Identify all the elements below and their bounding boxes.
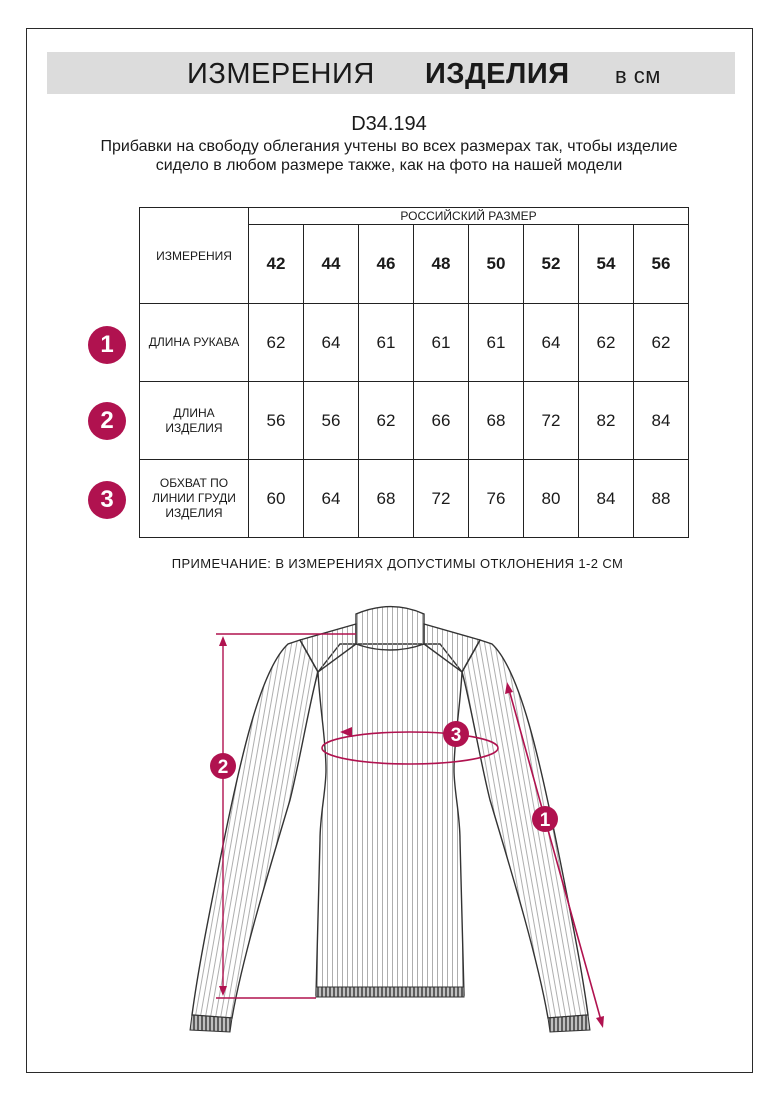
- value-cell: 72: [524, 382, 579, 460]
- fit-description: Прибавки на свободу облегания учтены во всех размерах так, чтобы изделие сидело в любом размере также, как на фото на нашей модели: [100, 138, 678, 174]
- row-number-badge: 2: [88, 402, 126, 440]
- title-banner: [47, 52, 735, 94]
- diagram-marker-1: [532, 806, 558, 832]
- right-sleeve: [462, 640, 588, 1018]
- value-cell: 72: [414, 460, 469, 538]
- size-cell: 46: [359, 225, 414, 304]
- sweater-body: [316, 644, 464, 995]
- size-cell: 44: [304, 225, 359, 304]
- size-table: [139, 207, 689, 538]
- row-number-badge: 3: [88, 481, 126, 519]
- diagram-marker-2: [210, 753, 236, 779]
- sweater-diagram: [180, 600, 650, 1050]
- measure-header: ИЗМЕРЕНИЯ: [140, 208, 249, 304]
- value-cell: 64: [304, 304, 359, 382]
- size-cell: 56: [634, 225, 689, 304]
- title-unit: в см: [615, 63, 661, 88]
- value-cell: 84: [634, 382, 689, 460]
- left-cuff: [190, 1015, 232, 1032]
- svg-text:3: 3: [450, 725, 462, 746]
- tolerance-note: ПРИМЕЧАНИЕ: В ИЗМЕРЕНИЯХ ДОПУСТИМЫ ОТКЛОНЕНИЯ 1-2 СМ: [171, 556, 624, 571]
- value-cell: 56: [249, 382, 304, 460]
- left-sleeve: [192, 640, 318, 1018]
- turtleneck-collar: [356, 607, 424, 651]
- value-cell: 64: [304, 460, 359, 538]
- value-cell: 60: [249, 460, 304, 538]
- table-row: [140, 382, 689, 460]
- size-cell: 52: [524, 225, 579, 304]
- svg-text:2: 2: [217, 757, 229, 778]
- row-number-badge: 1: [88, 326, 126, 364]
- value-cell: 68: [359, 460, 414, 538]
- title-item: ИЗДЕЛИЯ: [425, 58, 570, 90]
- value-cell: 56: [304, 382, 359, 460]
- row-label: ДЛИНА ИЗДЕЛИЯ: [140, 382, 249, 460]
- value-cell: 66: [414, 382, 469, 460]
- value-cell: 61: [359, 304, 414, 382]
- value-cell: 82: [579, 382, 634, 460]
- value-cell: 61: [414, 304, 469, 382]
- value-cell: 62: [579, 304, 634, 382]
- value-cell: 80: [524, 460, 579, 538]
- value-cell: 88: [634, 460, 689, 538]
- row-label: ДЛИНА РУКАВА: [140, 304, 249, 382]
- value-cell: 64: [524, 304, 579, 382]
- value-cell: 76: [469, 460, 524, 538]
- value-cell: 62: [249, 304, 304, 382]
- svg-text:1: 1: [539, 810, 551, 831]
- size-cell: 42: [249, 225, 304, 304]
- product-code: D34.194: [351, 113, 427, 135]
- value-cell: 62: [634, 304, 689, 382]
- right-cuff: [548, 1015, 590, 1032]
- size-cell: 54: [579, 225, 634, 304]
- diagram-marker-3: [443, 721, 469, 747]
- size-cell: 48: [414, 225, 469, 304]
- value-cell: 62: [359, 382, 414, 460]
- body-hem: [316, 987, 464, 997]
- value-cell: 61: [469, 304, 524, 382]
- size-cell: 50: [469, 225, 524, 304]
- size-group-header: РОССИЙСКИЙ РАЗМЕР: [249, 208, 689, 225]
- table-row: [140, 304, 689, 382]
- value-cell: 84: [579, 460, 634, 538]
- value-cell: 68: [469, 382, 524, 460]
- row-label: ОБХВАТ ПО ЛИНИИ ГРУДИ ИЗДЕЛИЯ: [140, 460, 249, 538]
- table-row: [140, 460, 689, 538]
- title-measurements: ИЗМЕРЕНИЯ: [187, 58, 375, 90]
